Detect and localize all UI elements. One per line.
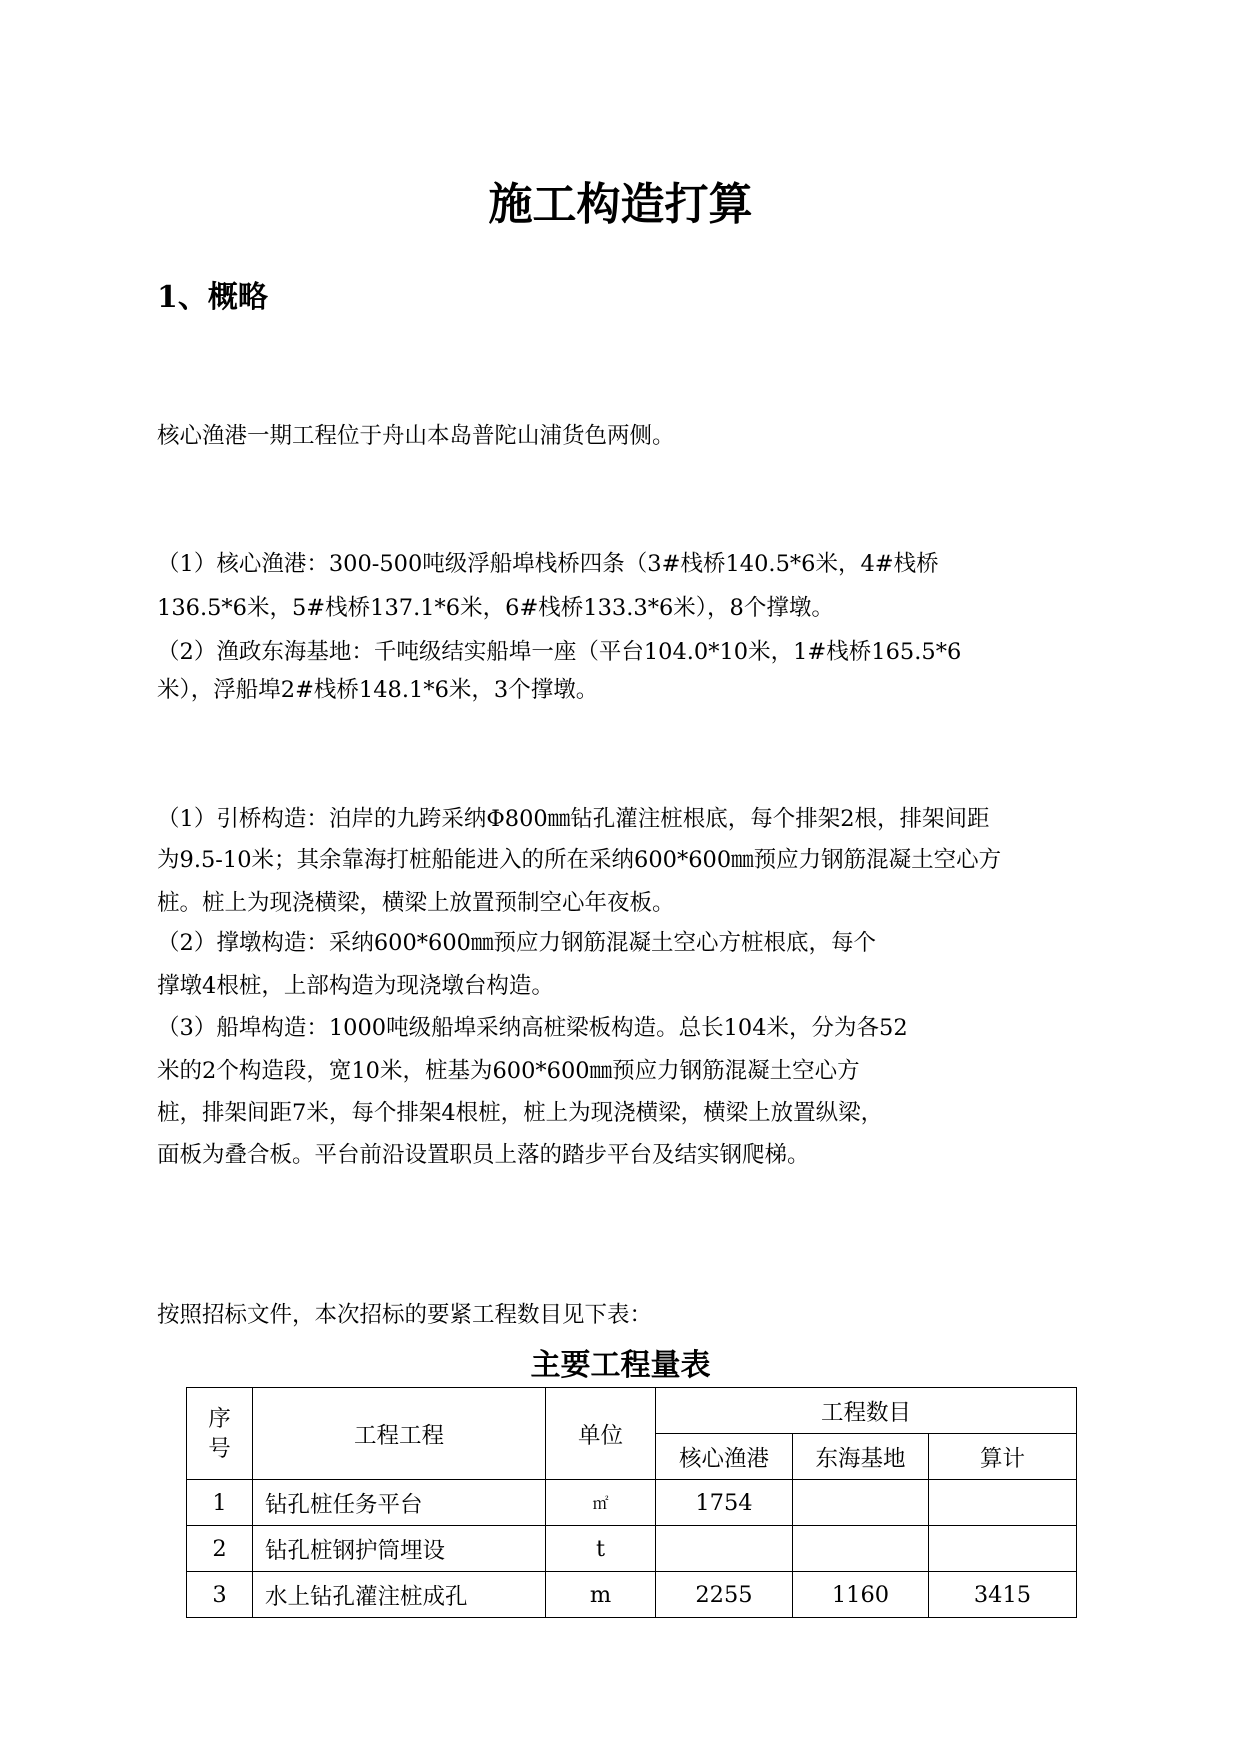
header-col-a: 核心渔港 [656, 1434, 793, 1480]
header-seq [187, 1388, 253, 1480]
paragraph-line: 撑墩4根桩，上部构造为现浇墩台构造。 [157, 973, 554, 999]
paragraph-line: （1）核心渔港：300-500吨级浮船埠栈桥四条（3#栈桥140.5*6米，4#栈桥 [157, 551, 939, 577]
header-unit: 单位 [546, 1388, 656, 1480]
cell-item: 钻孔桩钢护筒埋设 [253, 1526, 546, 1572]
table-title: 主要工程量表 [530, 1348, 711, 1383]
header-quantity-group: 工程数目 [656, 1388, 1077, 1434]
paragraph-line: （2）渔政东海基地：千吨级结实船埠一座（平台104.0*10米，1#栈桥165.5*6 [157, 639, 962, 665]
paragraph-line: 米的2个构造段，宽10米，桩基为600*600㎜预应力钢筋混凝土空心方 [157, 1058, 860, 1084]
paragraph-table-intro: 按照招标文件，本次招标的要紧工程数目见下表： [157, 1302, 653, 1328]
cell-seq: 3 [187, 1572, 253, 1618]
paragraph-line: （2）撑墩构造：采纳600*600㎜预应力钢筋混凝土空心方桩根底，每个 [157, 930, 876, 956]
paragraph-line: 面板为叠合板。平台前沿设置职员上落的踏步平台及结实钢爬梯。 [157, 1142, 810, 1168]
paragraph-line: 为9.5-10米；其余靠海打桩船能进入的所在采纳600*600㎜预应力钢筋混凝土空心方 [157, 847, 1002, 873]
cell-unit: ㎡ [546, 1480, 656, 1526]
header-col-b: 东海基地 [793, 1434, 929, 1480]
cell-seq: 2 [187, 1526, 253, 1572]
cell-total [929, 1480, 1077, 1526]
quantity-table [186, 1387, 1077, 1618]
header-item: 工程工程 [253, 1388, 546, 1480]
paragraph-line: （1）引桥构造：泊岸的九跨采纳Φ800㎜钻孔灌注桩根底，每个排架2根，排架间距 [157, 806, 990, 832]
header-seq-text: 序号 [208, 1405, 231, 1462]
cell-a: 2255 [656, 1572, 793, 1618]
cell-b [793, 1480, 929, 1526]
paragraph-line: 桩，排架间距7米，每个排架4根桩，桩上为现浇横梁，横梁上放置纵梁， [157, 1100, 884, 1126]
header-col-total: 算计 [929, 1434, 1077, 1480]
cell-unit: t [546, 1526, 656, 1572]
paragraph-line: 桩。桩上为现浇横梁，横梁上放置预制空心年夜板。 [157, 890, 675, 916]
paragraph-line: 米），浮船埠2#栈桥148.1*6米，3个撑墩。 [157, 677, 599, 703]
cell-total [929, 1526, 1077, 1572]
paragraph-line: 136.5*6米，5#栈桥137.1*6米，6#栈桥133.3*6米），8个撑墩。 [157, 595, 834, 621]
cell-b: 1160 [793, 1572, 929, 1618]
paragraph-location: 核心渔港一期工程位于舟山本岛普陀山浦货色两侧。 [157, 423, 675, 449]
cell-a: 1754 [656, 1480, 793, 1526]
cell-total: 3415 [929, 1572, 1077, 1618]
cell-seq: 1 [187, 1480, 253, 1526]
cell-item: 水上钻孔灌注桩成孔 [253, 1572, 546, 1618]
table-row [187, 1526, 1077, 1572]
document-title: 施工构造打算 [488, 179, 753, 230]
cell-unit: m [546, 1572, 656, 1618]
cell-a [656, 1526, 793, 1572]
cell-b [793, 1526, 929, 1572]
cell-item: 钻孔桩任务平台 [253, 1480, 546, 1526]
table-row [187, 1572, 1077, 1618]
paragraph-line: （3）船埠构造：1000吨级船埠采纳高桩梁板构造。总长104米，分为各52 [157, 1015, 908, 1041]
section-heading: 1、概略 [157, 280, 268, 315]
table-row [187, 1480, 1077, 1526]
